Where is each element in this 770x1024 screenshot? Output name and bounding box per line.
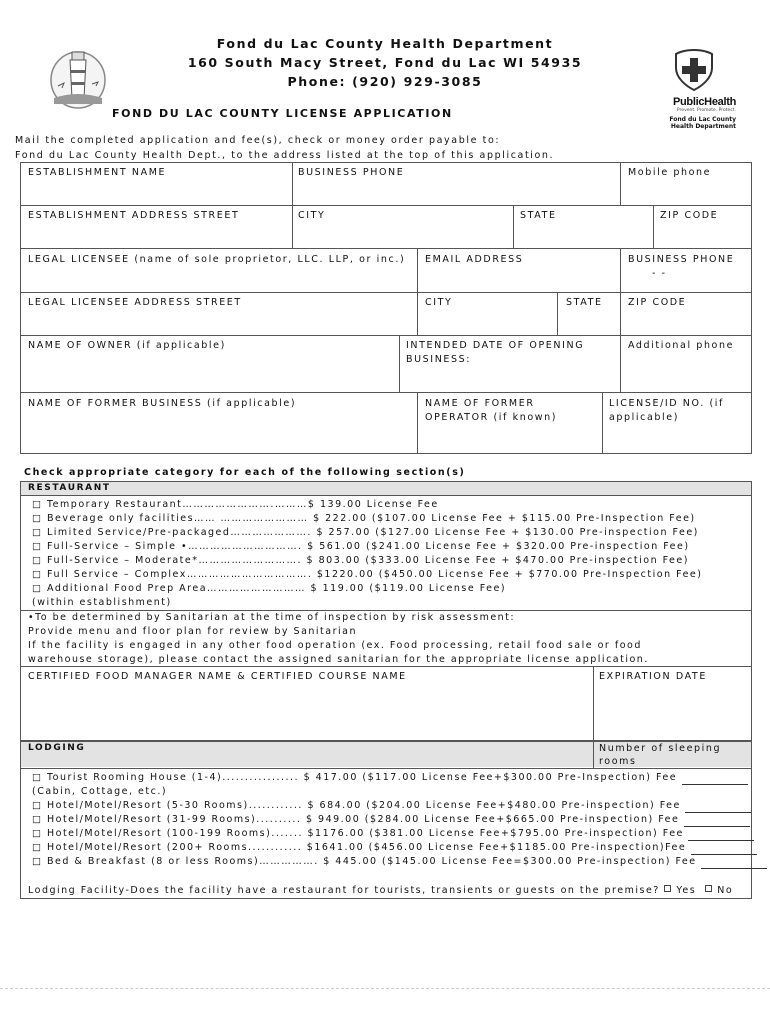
cert-manager-label: CERTIFIED FOOD MANAGER NAME & CERTIFIED COURSE NAME [28,671,407,682]
brand-org-1: Fond du Lac County [669,116,736,123]
fee-blank[interactable] [682,775,748,785]
owner-label: NAME OF OWNER (if applicable) [28,340,226,351]
intro-line-1: Mail the completed application and fee(s), check or money order payable to: [15,135,501,146]
restaurant-row[interactable]: □ Full-Service – Moderate*………………………. $ 803.00 ($333.00 License Fee + $470.00 Pre-inspection Fee) [32,555,689,566]
state-label: STATE [520,210,557,221]
org-name: Fond du Lac County Health Department [216,36,554,51]
mobile-phone-label: Mobile phone [628,167,712,178]
org-phone: Phone: (920) 929-3085 [287,74,483,89]
restaurant-row[interactable]: □ Full-Service – Simple •…………………………. $ 561.00 ($241.00 License Fee + $320.00 Pre-inspection Fee) [32,541,690,552]
fee-blank[interactable] [691,845,757,855]
org-address: 160 South Macy Street, Fond du Lac WI 54935 [187,55,583,70]
restaurant-row[interactable]: □ Full Service – Complex……………………………. $1220.00 ($450.00 License Fee + $770.00 Pre-Inspection Fee) [32,569,703,580]
former-business-label: NAME OF FORMER BUSINESS (if applicable) [28,398,297,409]
page-edge-divider [0,988,770,989]
licensee-address-label: LEGAL LICENSEE ADDRESS STREET [28,297,242,308]
license-id-label: LICENSE/ID NO. (if applicable) [609,398,724,423]
lodging-row-note: (Cabin, Cottage, etc.) [32,786,168,797]
lodging-row[interactable]: □ Hotel/Motel/Resort (31-99 Rooms).......... $ 949.00 ($284.00 License Fee+$665.00 Pre-inspection) Fee [32,813,750,827]
brand-tagline: Prevent. Promote. Protect. [676,108,736,113]
restaurant-heading: RESTAURANT [28,483,111,493]
no-checkbox[interactable] [705,885,712,892]
lodging-row[interactable]: □ Hotel/Motel/Resort (200+ Rooms............ $1641.00 ($456.00 License Fee+$1185.00 Pre-inspection)Fee [32,841,757,855]
lodging-row[interactable]: □ Bed & Breakfast (8 or less Rooms)……………. $ 445.00 ($145.00 License Fee=$300.00 Pre-inspection) Fee [32,855,767,869]
expiration-label: EXPIRATION DATE [599,671,707,682]
city-label: CITY [298,210,326,221]
intro-line-2: Fond du Lac County Health Dept., to the address listed at the top of this application. [15,150,555,161]
business-phone-label: BUSINESS PHONE [298,167,405,178]
restaurant-row[interactable]: □ Additional Food Prep Area……………………… $ 119.00 ($119.00 License Fee) [32,583,507,594]
categories-heading: Check appropriate category for each of the following section(s) [24,467,466,478]
risk-note: warehouse storage), please contact the assigned sanitarian for the appropriate license application. [28,654,649,665]
fee-blank[interactable] [685,803,751,813]
zip-2-label: ZIP CODE [628,297,687,308]
form-title: FOND DU LAC COUNTY LICENSE APPLICATION [112,107,453,120]
no-label: No [717,885,734,896]
lodging-heading: LODGING [28,743,86,753]
lodging-row[interactable]: □ Tourist Rooming House (1-4)................. $ 417.00 ($117.00 License Fee+$300.00 Pre-Inspection) Fee [32,771,748,785]
restaurant-row[interactable]: □ Temporary Restaurant…………………….………$ 139.00 License Fee [32,499,439,510]
restaurant-row-note: (within establishment) [32,597,172,608]
risk-note: •To be determined by Sanitarian at the time of inspection by risk assessment: [28,612,516,623]
fee-blank[interactable] [688,831,754,841]
brand-org-2: Health Department [670,123,736,130]
zip-label: ZIP CODE [660,210,719,221]
lodging-question-row [28,884,733,898]
risk-note: Provide menu and floor plan for review by Sanitarian [28,626,357,637]
former-operator-label: NAME OF FORMER OPERATOR (if known) [425,398,558,423]
phone-dashes: - - [652,268,667,279]
state-2-label: STATE [566,297,603,308]
business-phone-2-label: BUSINESS PHONE [628,254,735,265]
legal-licensee-label: LEGAL LICENSEE (name of sole proprietor, LLC. LLP, or inc.) [28,254,406,265]
risk-note: If the facility is engaged in any other food operation (ex. Food processing, retail food sale or food [28,640,642,651]
additional-phone-label: Additional phone [628,340,735,351]
brand-name: PublicHealth [672,96,736,108]
yes-checkbox[interactable] [664,885,671,892]
fee-blank[interactable] [701,859,767,869]
lodging-row[interactable]: □ Hotel/Motel/Resort (5-30 Rooms)............ $ 684.00 ($204.00 License Fee+$480.00 Pre-inspection) Fee [32,799,751,813]
intended-date-label: INTENDED DATE OF OPENING BUSINESS: [406,340,585,365]
email-label: EMAIL ADDRESS [425,254,524,265]
lodging-row[interactable]: □ Hotel/Motel/Resort (100-199 Rooms)....... $1176.00 ($381.00 License Fee+$795.00 Pre-inspection) Fee [32,827,754,841]
fee-blank[interactable] [684,817,750,827]
city-2-label: CITY [425,297,453,308]
restaurant-row[interactable]: □ Beverage only facilities…… …………………… $ 222.00 ($107.00 License Fee + $115.00 Pre-Inspection Fee) [32,513,696,524]
establishment-address-label: ESTABLISHMENT ADDRESS STREET [28,210,240,221]
sleeping-rooms-label: Number of sleeping rooms [599,743,722,767]
lodging-question: Lodging Facility-Does the facility have a restaurant for tourists, transients or guests on the premise? [28,885,660,896]
yes-label: Yes [676,885,697,896]
restaurant-row[interactable]: □ Limited Service/Pre-packaged…………………. $ 257.00 ($127.00 License Fee + $130.00 Pre-inspection Fee) [32,527,699,538]
establishment-name-label: ESTABLISHMENT NAME [28,167,167,178]
